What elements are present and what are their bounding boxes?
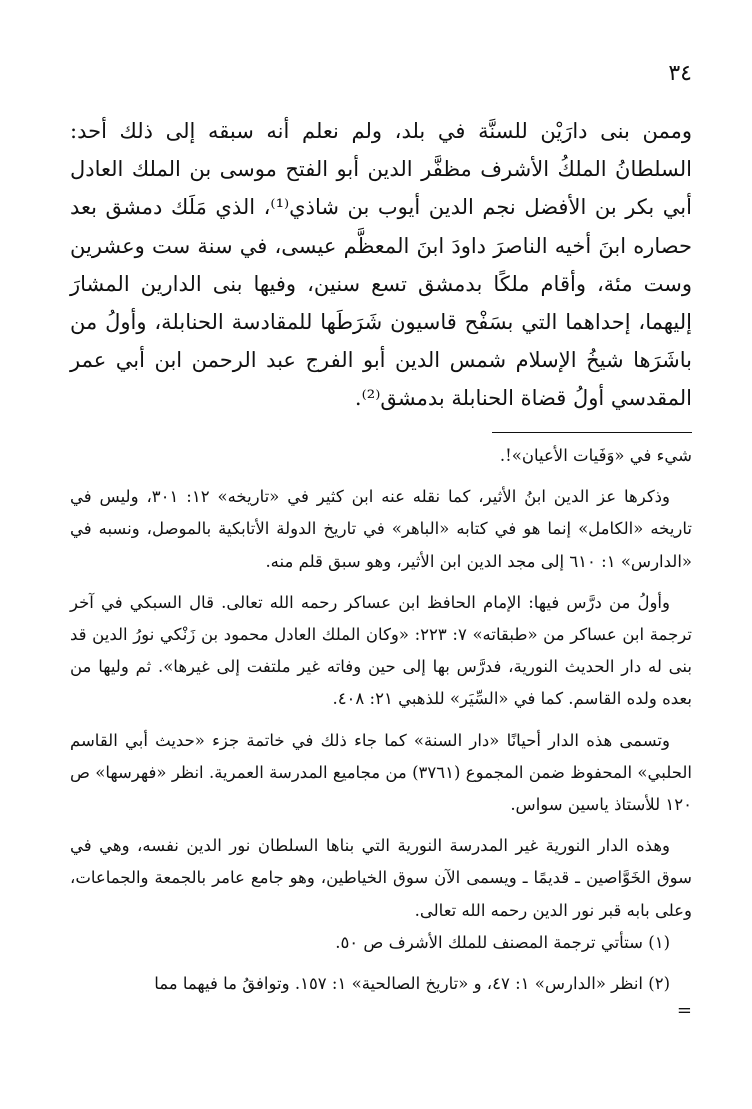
footnote-paragraph: وهذه الدار النورية غير المدرسة النورية التي بناها السلطان نور الدين نفسه، وهي في سوق الخَوَّاصين ـ قديمًا ـ ويسمى الآن سوق الخياطين، وهو جامع عامر بالجمعة والجماعات، وعلى بابه قبر نور الدين رحمه الله تعالى. — [70, 836, 692, 920]
footnote-separator — [492, 432, 692, 433]
footnote-paragraph: وذكرها عز الدين ابنُ الأثير، كما نقله عنه ابن كثير في «تاريخه» ١٢: ٣٠١، وليس في تاريخه «الكامل» إنما هو في كتابه «الباهر» في تاريخ الدولة الأتابكية بالموصل، ونسبه في «الدارس» ١: ٦١٠ إلى مجد الدين ابن الأثير، وهو سبق قلم منه. — [70, 487, 692, 571]
continuation-marker: = — [676, 1000, 692, 1022]
footnote-continuation: شيء في «وَفَيات الأعيان»!. — [499, 446, 692, 465]
document-page — [70, 0, 692, 1109]
page-number: ٣٤ — [668, 61, 692, 86]
footnotes-section — [70, 440, 692, 1022]
footnote-1: (١) ستأتي ترجمة المصنف للملك الأشرف ص ٥٠. — [335, 932, 670, 952]
footnote-2: (٢) انظر «الدارس» ١: ٤٧، و «تاريخ الصالحية» ١: ١٥٧. وتوافقُ ما فيهما مما — [154, 974, 670, 994]
main-paragraph: وممن بنى دارَيْن للسنَّة في بلد، ولم نعلم أنه سبقه إلى ذلك أحد: السلطانُ الملكُ الأشرف مظفَّر الدين أبو الفتح موسى بن الملك العادل أبي بكر بن الأفضل نجم الدين أيوب بن شاذي⁽¹⁾، الذي مَلَك دمشق بعد حصاره ابنَ أخيه الناصرَ داودَ ابنَ المعظَّم عيسى، في سنة ست وعشرين وست مئة، وأقام ملكًا بدمشق تسع سنين، وفيها بنى الدارين المشارَ إليهما، إحداهما التي بسَفْح قاسيون شَرَطَها للمقادسة الحنابلة، وأولُ من باشَرَها شيخُ الإسلام شمس الدين أبو الفرج عبد الرحمن ابن أبي عمر المقدسي أولُ قضاة الحنابلة بدمشق⁽²⁾. — [70, 119, 692, 411]
footnote-paragraph: وتسمى هذه الدار أحيانًا «دار السنة» كما جاء ذلك في خاتمة جزء «حديث أبي القاسم الحلبي» المحفوظ ضمن المجموع (٣٧٦١) من مجاميع المدرسة العمرية. انظر «فهرسها» ص ١٢٠ للأستاذ ياسين سواس. — [70, 730, 692, 815]
footnote-paragraph: وأولُ من درَّس فيها: الإمام الحافظ ابن عساكر رحمه الله تعالى. قال السبكي في آخر ترجمة ابن عساكر من «طبقاته» ٧: ٢٢٣: «وكان الملك العادل محمود بن زَنْكي نورُ الدين قد بنى له دار الحديث النورية، فدرَّس بها إلى حين وفاته غير ملتفت إلى غيرها». ثم وليها من بعده ولده القاسم. كما في «السِّيَر» للذهبي ٢١: ٤٠٨. — [70, 592, 692, 709]
